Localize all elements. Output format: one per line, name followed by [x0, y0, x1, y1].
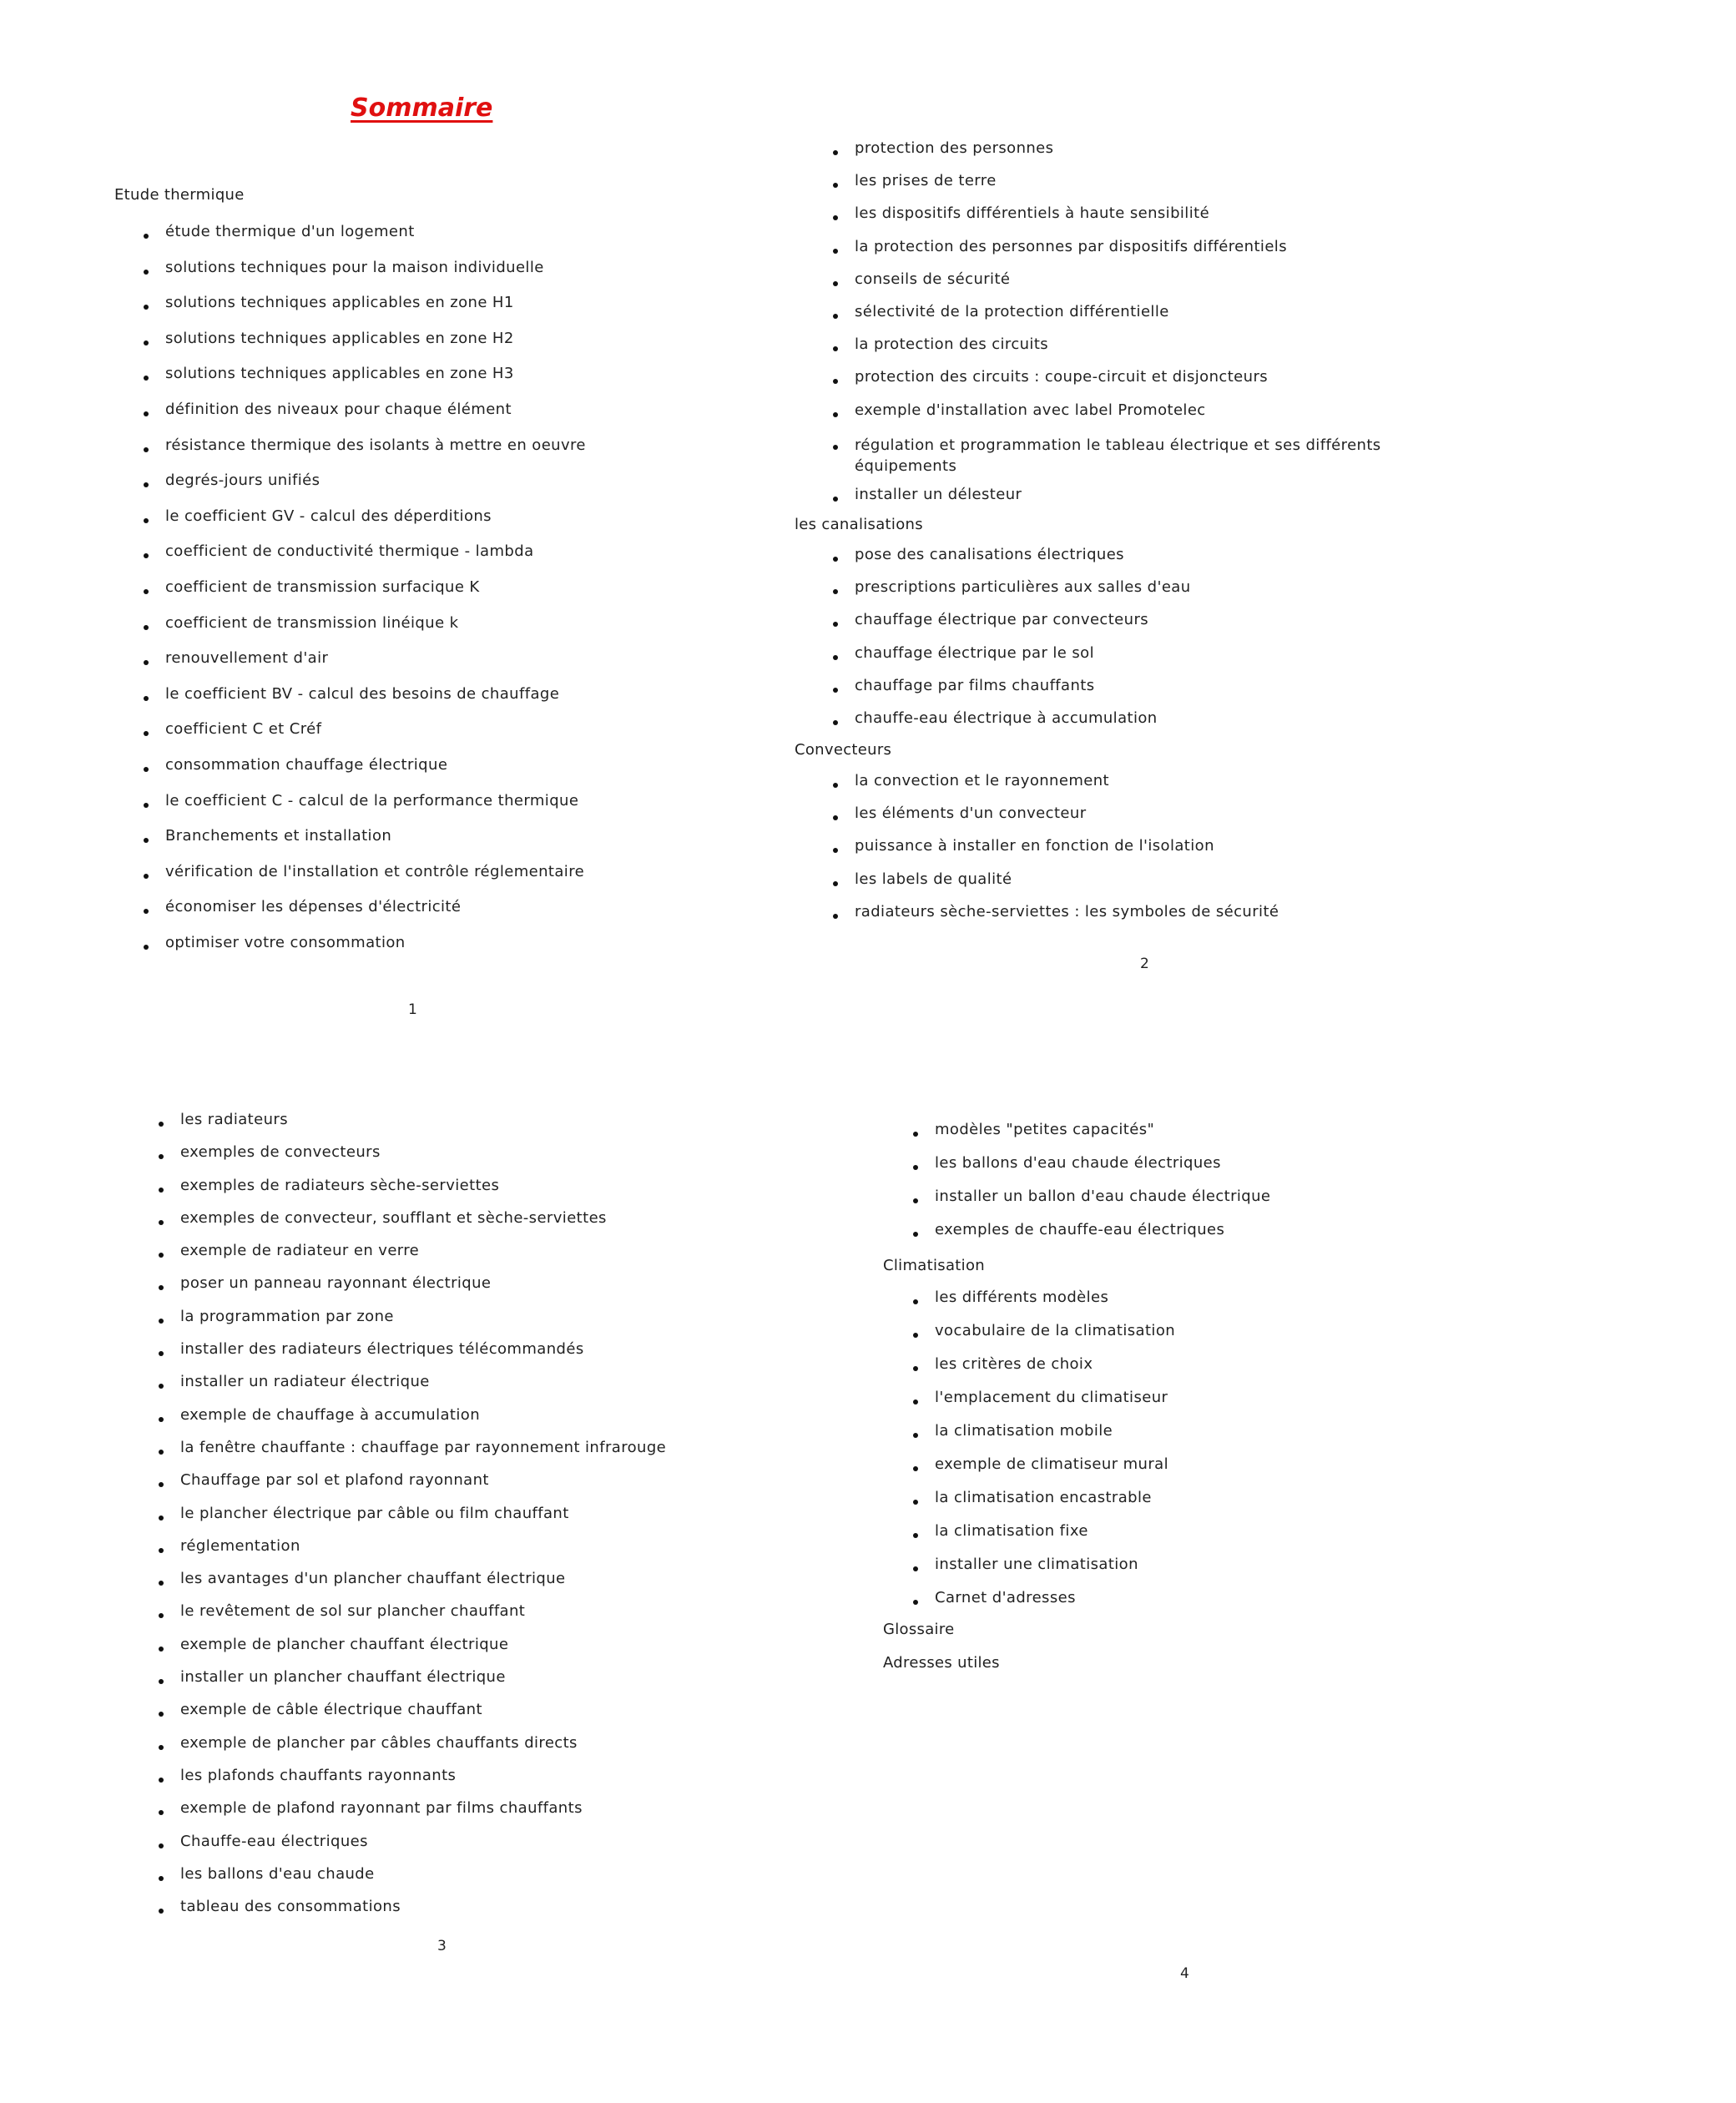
page-number: 4 — [1180, 1965, 1189, 1982]
section-convecteurs: Convecteurs — [795, 741, 892, 759]
list-item: radiateurs sèche-serviettes : les symboles de sécurité — [855, 904, 1279, 936]
list-item: la climatisation fixe — [935, 1523, 1175, 1556]
list-item: Carnet d'adresses — [935, 1590, 1175, 1623]
section-canalisations: les canalisations — [795, 516, 923, 533]
section-climatisation: Climatisation — [883, 1257, 985, 1274]
list-item: solutions techniques applicables en zone H2 — [165, 330, 586, 366]
list-item: les ballons d'eau chaude — [180, 1866, 666, 1899]
page4-list-b — [935, 1289, 1175, 1623]
list-item: puissance à installer en fonction de l'isolation — [855, 838, 1279, 870]
list-item: la programmation par zone — [180, 1309, 666, 1341]
list-item: coefficient de transmission linéique k — [165, 615, 586, 651]
list-item: installer un plancher chauffant électrique — [180, 1669, 666, 1702]
list-item: les prises de terre — [855, 173, 1456, 205]
list-item: le plancher électrique par câble ou film chauffant — [180, 1505, 666, 1538]
list-item: vérification de l'installation et contrôle réglementaire — [165, 864, 586, 900]
list-item: résistance thermique des isolants à mettre en oeuvre — [165, 437, 586, 473]
list-item: modèles "petites capacités" — [935, 1122, 1270, 1155]
list-item: exemples de convecteurs — [180, 1144, 666, 1177]
list-item: réglementation — [180, 1538, 666, 1571]
list-item: les radiateurs — [180, 1112, 666, 1144]
list-item: Branchements et installation — [165, 828, 586, 864]
page4-list-a — [935, 1122, 1270, 1255]
list-item: solutions techniques pour la maison individuelle — [165, 260, 586, 295]
list-item: étude thermique d'un logement — [165, 224, 586, 260]
list-item: exemple de câble électrique chauffant — [180, 1702, 666, 1734]
list-item: optimiser votre consommation — [165, 935, 586, 971]
list-item: installer un radiateur électrique — [180, 1374, 666, 1406]
list-item: pose des canalisations électriques — [855, 547, 1191, 579]
list-item: exemples de radiateurs sèche-serviettes — [180, 1178, 666, 1210]
page-number: 2 — [1140, 956, 1149, 972]
section-adresses-utiles: Adresses utiles — [883, 1654, 1000, 1672]
list-item: coefficient de transmission surfacique K — [165, 579, 586, 615]
list-item: la protection des circuits — [855, 336, 1456, 369]
list-item: installer des radiateurs électriques télécommandés — [180, 1341, 666, 1374]
section-etude-thermique: Etude thermique — [114, 186, 245, 204]
list-item: installer une climatisation — [935, 1556, 1175, 1590]
list-item: les dispositifs différentiels à haute sensibilité — [855, 205, 1456, 238]
list-item: chauffe-eau électrique à accumulation — [855, 710, 1191, 743]
list-item: les ballons d'eau chaude électriques — [935, 1155, 1270, 1188]
list-item: le revêtement de sol sur plancher chauffant — [180, 1603, 666, 1636]
list-item: la convection et le rayonnement — [855, 773, 1279, 805]
list-item: les éléments d'un convecteur — [855, 805, 1279, 838]
list-item: exemples de chauffe-eau électriques — [935, 1222, 1270, 1255]
list-item: régulation et programmation le tableau électrique et ses différents équipements — [855, 435, 1456, 487]
list-item: Chauffage par sol et plafond rayonnant — [180, 1472, 666, 1505]
sommaire-title: Sommaire — [351, 93, 493, 123]
page-number: 1 — [408, 1001, 417, 1018]
list-item: installer un ballon d'eau chaude électrique — [935, 1188, 1270, 1222]
list-item: la climatisation encastrable — [935, 1490, 1175, 1523]
list-item: installer un délesteur — [855, 487, 1456, 519]
list-item: exemple de plafond rayonnant par films chauffants — [180, 1800, 666, 1833]
list-item: la climatisation mobile — [935, 1423, 1175, 1456]
list-item: définition des niveaux pour chaque élément — [165, 401, 586, 437]
page2-list-a — [855, 140, 1456, 519]
list-item: le coefficient GV - calcul des déperditions — [165, 508, 586, 544]
list-item: les différents modèles — [935, 1289, 1175, 1323]
list-item: l'emplacement du climatiseur — [935, 1389, 1175, 1423]
list-item: exemples de convecteur, soufflant et sèche-serviettes — [180, 1210, 666, 1243]
list-item: renouvellement d'air — [165, 650, 586, 686]
list-item: les critères de choix — [935, 1356, 1175, 1389]
list-item: solutions techniques applicables en zone H3 — [165, 366, 586, 401]
list-item: économiser les dépenses d'électricité — [165, 899, 586, 935]
page2-list-c — [855, 773, 1279, 936]
list-item: consommation chauffage électrique — [165, 757, 586, 793]
page2-list-b — [855, 547, 1191, 743]
page3-list — [180, 1112, 666, 1931]
list-item: vocabulaire de la climatisation — [935, 1323, 1175, 1356]
list-item: les plafonds chauffants rayonnants — [180, 1768, 666, 1800]
list-item: exemple d'installation avec label Promotelec — [855, 402, 1456, 435]
list-item: sélectivité de la protection différentielle — [855, 304, 1456, 336]
list-item: exemple de chauffage à accumulation — [180, 1407, 666, 1440]
list-item: prescriptions particulières aux salles d'eau — [855, 579, 1191, 612]
list-item: exemple de plancher par câbles chauffants directs — [180, 1735, 666, 1768]
page-number: 3 — [437, 1938, 447, 1954]
list-item: exemple de radiateur en verre — [180, 1243, 666, 1275]
list-item: exemple de climatiseur mural — [935, 1456, 1175, 1490]
list-item: exemple de plancher chauffant électrique — [180, 1637, 666, 1669]
list-item: chauffage électrique par le sol — [855, 645, 1191, 678]
list-item: les avantages d'un plancher chauffant électrique — [180, 1571, 666, 1603]
list-item: protection des personnes — [855, 140, 1456, 173]
list-item: le coefficient C - calcul de la performance thermique — [165, 793, 586, 829]
list-item: conseils de sécurité — [855, 271, 1456, 304]
list-item: les labels de qualité — [855, 871, 1279, 904]
list-item: le coefficient BV - calcul des besoins de chauffage — [165, 686, 586, 722]
section-glossaire: Glossaire — [883, 1621, 955, 1638]
list-item: la protection des personnes par dispositifs différentiels — [855, 239, 1456, 271]
list-item: solutions techniques applicables en zone H1 — [165, 295, 586, 330]
list-item: Chauffe-eau électriques — [180, 1833, 666, 1866]
list-item: poser un panneau rayonnant électrique — [180, 1275, 666, 1308]
list-item: tableau des consommations — [180, 1899, 666, 1931]
list-item: protection des circuits : coupe-circuit et disjoncteurs — [855, 369, 1456, 401]
list-item: chauffage par films chauffants — [855, 678, 1191, 710]
list-item: la fenêtre chauffante : chauffage par rayonnement infrarouge — [180, 1440, 666, 1472]
list-item: coefficient C et Créf — [165, 721, 586, 757]
list-item: degrés-jours unifiés — [165, 472, 586, 508]
list-item: coefficient de conductivité thermique - lambda — [165, 543, 586, 579]
list-item: chauffage électrique par convecteurs — [855, 612, 1191, 644]
page1-list — [165, 224, 586, 970]
